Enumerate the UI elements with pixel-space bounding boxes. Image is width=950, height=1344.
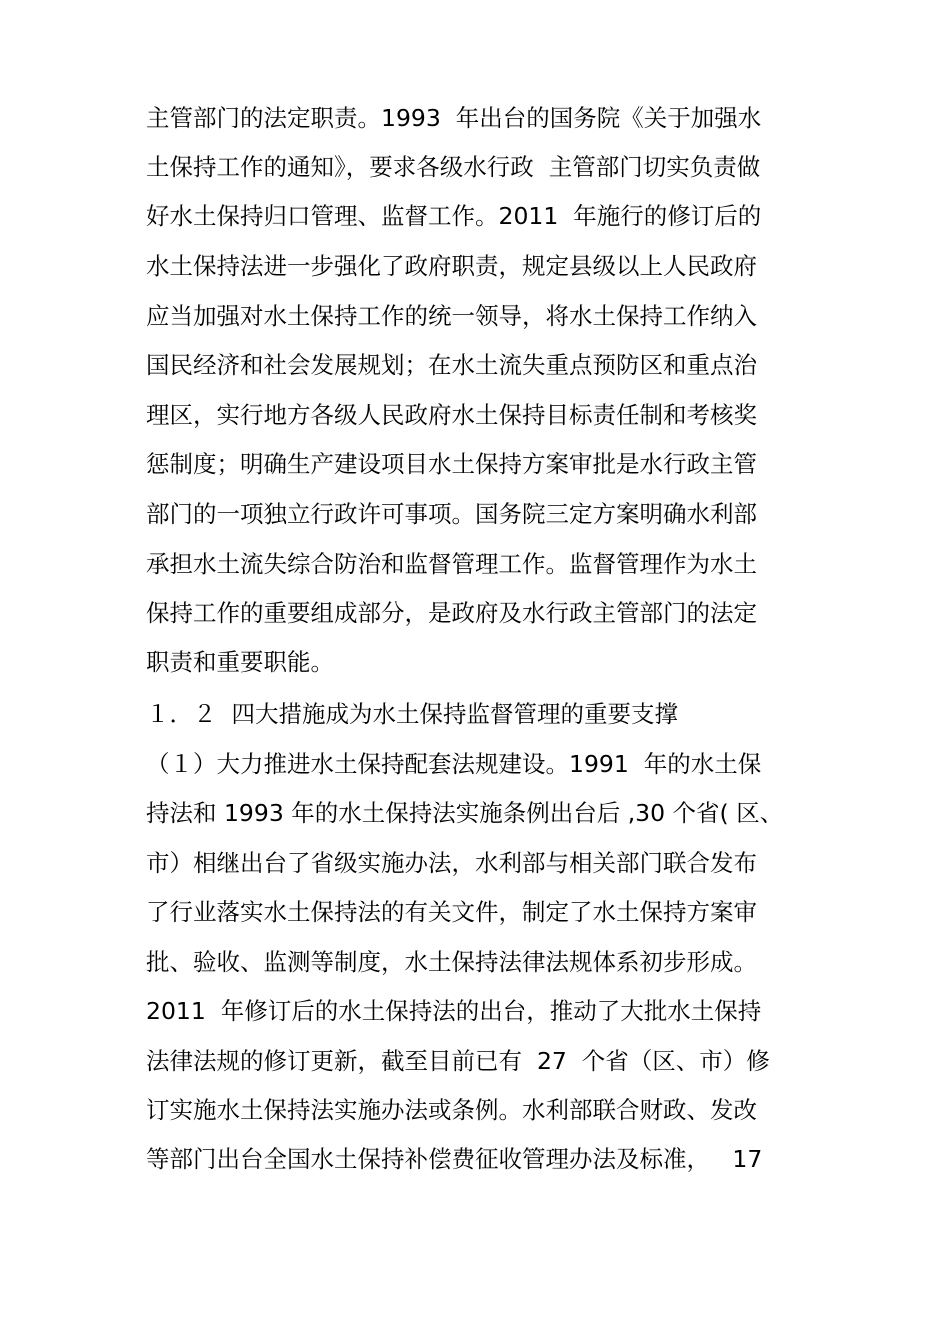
text-line-21: 订实施水土保持法实施办法或条例。水利部联合财政、发改 [146, 1096, 757, 1124]
text-line-17: 了行业落实水土保持法的有关文件，制定了水土保持方案审 [146, 898, 757, 926]
text-line-20: 法律法规的修订更新，截至目前已有 27 个省（区、市）修 [146, 1047, 770, 1075]
section-heading: １．２ 四大措施成为水土保持监督管理的重要支撑 [146, 700, 678, 728]
text-line-5: 应当加强对水土保持工作的统一领导，将水土保持工作纳入 [146, 302, 757, 330]
text-line-7: 理区，实行地方各级人民政府水土保持目标责任制和考核奖 [146, 401, 757, 429]
text-line-22: 等部门出台全国水土保持补偿费征收管理办法及标准， 17 [146, 1145, 763, 1173]
text-line-9: 部门的一项独立行政许可事项。国务院三定方案明确水利部 [146, 500, 757, 528]
text-line-2: 土保持工作的通知》，要求各级水行政 主管部门切实负责做 [146, 153, 761, 181]
text-line-3: 好水土保持归口管理、监督工作。2011 年施行的修订后的 [146, 202, 762, 230]
text-line-14: （１）大力推进水土保持配套法规建设。1991 年的水土保 [146, 750, 762, 778]
text-line-15: 持法和 1993 年的水土保持法实施条例出台后 ,30 个省( 区、 [146, 799, 784, 827]
text-line-18: 批、验收、监测等制度，水土保持法律法规体系初步形成。 [146, 948, 757, 976]
text-line-10: 承担水土流失综合防治和监督管理工作。监督管理作为水土 [146, 550, 757, 578]
text-line-1: 主管部门的法定职责。1993 年出台的国务院《关于加强水 [146, 104, 762, 132]
text-line-16: 市）相继出台了省级实施办法，水利部与相关部门联合发布 [146, 849, 757, 877]
text-line-12: 职责和重要职能。 [146, 648, 334, 676]
text-line-11: 保持工作的重要组成部分，是政府及水行政主管部门的法定 [146, 599, 757, 627]
text-line-8: 惩制度；明确生产建设项目水土保持方案审批是水行政主管 [146, 450, 757, 478]
text-line-6: 国民经济和社会发展规划；在水土流失重点预防区和重点治 [146, 351, 757, 379]
text-line-19: 2011 年修订后的水土保持法的出台，推动了大批水土保持 [146, 997, 762, 1025]
text-line-4: 水土保持法进一步强化了政府职责，规定县级以上人民政府 [146, 252, 757, 280]
